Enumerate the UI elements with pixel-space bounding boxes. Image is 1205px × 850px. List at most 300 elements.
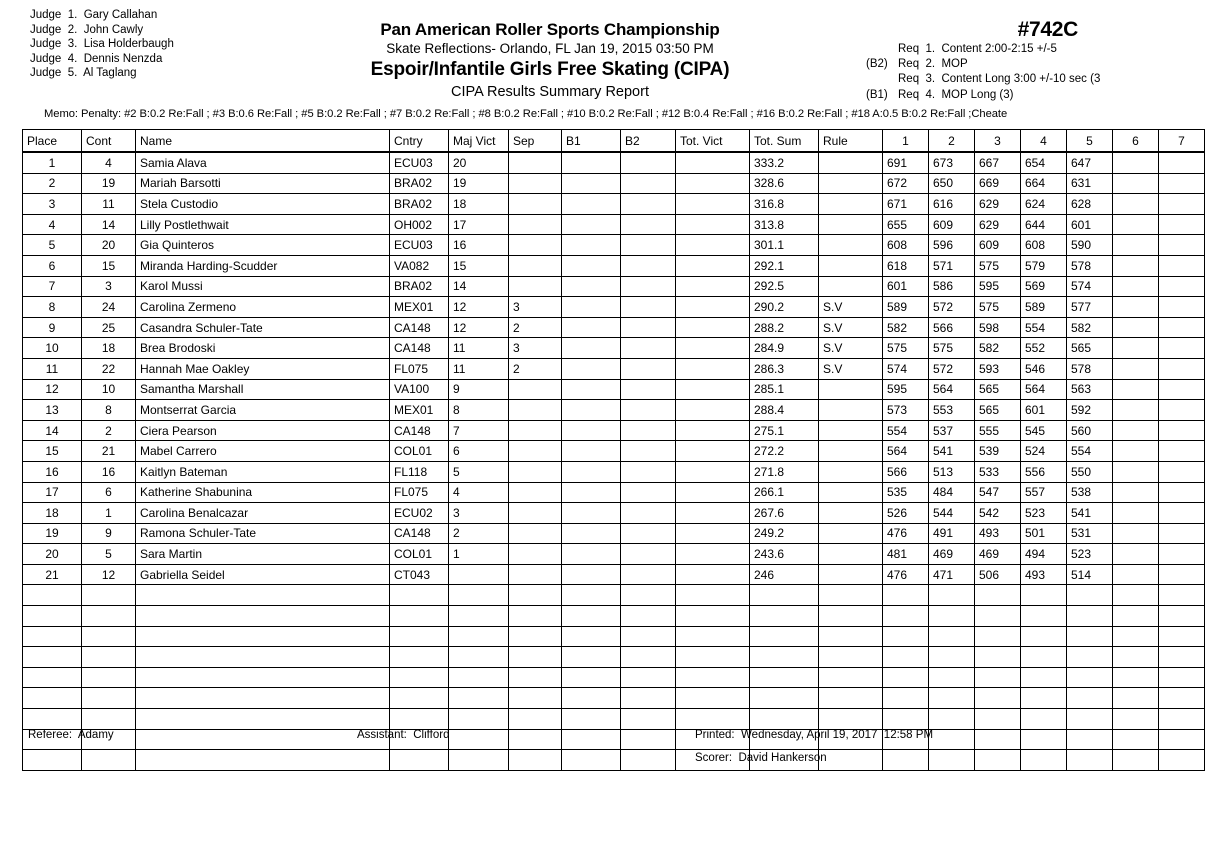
cell-j3	[975, 606, 1021, 627]
cell-j6	[1113, 503, 1159, 524]
cell-j1: 535	[883, 482, 929, 503]
cell-j4: 493	[1021, 564, 1067, 585]
cell-tot-sum: 288.2	[750, 317, 819, 338]
cell-j4: 569	[1021, 276, 1067, 297]
results-table-body	[23, 152, 1205, 770]
requirement-text: Req 4. MOP Long (3)	[898, 88, 1014, 101]
cell-maj-vict	[449, 606, 509, 627]
cell-j5: 592	[1067, 400, 1113, 421]
cell-tot-sum: 249.2	[750, 523, 819, 544]
cell-j4: 601	[1021, 400, 1067, 421]
cell-b2	[621, 297, 676, 318]
column-header-j7[interactable]: 7	[1159, 130, 1205, 153]
cell-rule	[819, 441, 883, 462]
table-row[interactable]	[23, 255, 1205, 276]
cell-j7	[1159, 564, 1205, 585]
cell-tot-sum	[750, 606, 819, 627]
cell-rule	[819, 255, 883, 276]
cell-rule	[819, 461, 883, 482]
cell-j6	[1113, 194, 1159, 215]
cell-cntry: CT043	[390, 564, 449, 585]
column-header-tot-sum[interactable]: Tot. Sum	[750, 130, 819, 153]
cell-j7	[1159, 358, 1205, 379]
column-header-name[interactable]: Name	[136, 130, 390, 153]
cell-j3: 609	[975, 235, 1021, 256]
cell-b1	[562, 194, 621, 215]
cell-j2: 513	[929, 461, 975, 482]
cell-place: 13	[23, 400, 82, 421]
cell-place: 5	[23, 235, 82, 256]
cell-b1	[562, 420, 621, 441]
table-row[interactable]	[23, 297, 1205, 318]
cell-b1	[562, 297, 621, 318]
table-row[interactable]	[23, 338, 1205, 359]
cell-tot-vict	[676, 276, 750, 297]
column-header-place[interactable]: Place	[23, 130, 82, 153]
cell-sep: 2	[509, 317, 562, 338]
cell-tot-vict	[676, 317, 750, 338]
cell-j1	[883, 585, 929, 606]
cell-j4: 546	[1021, 358, 1067, 379]
cell-b1	[562, 441, 621, 462]
cell-cntry: VA100	[390, 379, 449, 400]
cell-j6	[1113, 152, 1159, 173]
cell-tot-sum: 272.2	[750, 441, 819, 462]
cell-j6	[1113, 276, 1159, 297]
cell-j2	[929, 750, 975, 771]
cell-rule	[819, 194, 883, 215]
cell-tot-vict	[676, 606, 750, 627]
cell-b1	[562, 317, 621, 338]
cell-b2	[621, 400, 676, 421]
cell-j4	[1021, 688, 1067, 709]
cell-cont	[82, 585, 136, 606]
table-row[interactable]	[23, 688, 1205, 709]
cell-maj-vict: 6	[449, 441, 509, 462]
cell-j3	[975, 585, 1021, 606]
judge-row: Judge 4. Dennis Nenzda	[30, 52, 163, 65]
table-row[interactable]	[23, 379, 1205, 400]
table-row[interactable]	[23, 606, 1205, 627]
cell-j1: 618	[883, 255, 929, 276]
cell-j1: 526	[883, 503, 929, 524]
cell-maj-vict: 19	[449, 173, 509, 194]
cell-j6	[1113, 688, 1159, 709]
cell-cntry: BRA02	[390, 173, 449, 194]
cell-sep: 2	[509, 358, 562, 379]
cell-j7	[1159, 152, 1205, 173]
cell-cont: 1	[82, 503, 136, 524]
cell-sep	[509, 585, 562, 606]
cell-maj-vict: 2	[449, 523, 509, 544]
cell-rule	[819, 235, 883, 256]
table-row[interactable]	[23, 750, 1205, 771]
cell-place	[23, 667, 82, 688]
cell-cntry: OH002	[390, 214, 449, 235]
cell-rule	[819, 420, 883, 441]
cell-cntry: VA082	[390, 255, 449, 276]
table-row[interactable]	[23, 276, 1205, 297]
cell-b1	[562, 729, 621, 750]
cell-sep: 3	[509, 338, 562, 359]
cell-name: Brea Brodoski	[136, 338, 390, 359]
cell-maj-vict: 3	[449, 503, 509, 524]
cell-j4: 554	[1021, 317, 1067, 338]
cell-maj-vict: 4	[449, 482, 509, 503]
column-header-rule[interactable]: Rule	[819, 130, 883, 153]
table-row[interactable]	[23, 358, 1205, 379]
column-header-tot-vict[interactable]: Tot. Vict	[676, 130, 750, 153]
cell-j3: 533	[975, 461, 1021, 482]
cell-j4: 664	[1021, 173, 1067, 194]
cell-j6	[1113, 564, 1159, 585]
cell-name	[136, 709, 390, 730]
table-row[interactable]	[23, 235, 1205, 256]
cell-j2: 491	[929, 523, 975, 544]
cell-j5: 590	[1067, 235, 1113, 256]
cell-sep	[509, 647, 562, 668]
cell-tot-sum	[750, 647, 819, 668]
cell-j7	[1159, 667, 1205, 688]
cell-j5: 628	[1067, 194, 1113, 215]
cell-j5: 578	[1067, 255, 1113, 276]
cell-j1: 566	[883, 461, 929, 482]
table-row[interactable]	[23, 503, 1205, 524]
cell-b1	[562, 750, 621, 771]
cell-j5	[1067, 709, 1113, 730]
cell-maj-vict	[449, 626, 509, 647]
cell-maj-vict: 12	[449, 317, 509, 338]
cell-cont	[82, 688, 136, 709]
cell-j2: 544	[929, 503, 975, 524]
cell-j7	[1159, 544, 1205, 565]
cell-cont: 9	[82, 523, 136, 544]
cell-b2	[621, 606, 676, 627]
cell-sep	[509, 461, 562, 482]
requirement-text: Req 1. Content 2:00-2:15 +/-5	[898, 43, 1057, 55]
cell-j4	[1021, 647, 1067, 668]
cell-b1	[562, 482, 621, 503]
cell-b1	[562, 709, 621, 730]
table-row[interactable]	[23, 194, 1205, 215]
cell-j5: 554	[1067, 441, 1113, 462]
cell-b2	[621, 152, 676, 173]
cell-sep	[509, 503, 562, 524]
cell-sep	[509, 214, 562, 235]
cell-j5: 541	[1067, 503, 1113, 524]
table-row[interactable]	[23, 667, 1205, 688]
cell-place: 4	[23, 214, 82, 235]
cell-place: 17	[23, 482, 82, 503]
cell-j1: 601	[883, 276, 929, 297]
cell-name: Samantha Marshall	[136, 379, 390, 400]
cell-b2	[621, 255, 676, 276]
cell-tot-sum: 333.2	[750, 152, 819, 173]
cell-j6	[1113, 523, 1159, 544]
column-header-sep[interactable]: Sep	[509, 130, 562, 153]
cell-j1: 476	[883, 564, 929, 585]
cell-name: Ciera Pearson	[136, 420, 390, 441]
cell-j3: 542	[975, 503, 1021, 524]
cell-cont: 12	[82, 564, 136, 585]
cell-j3: 575	[975, 297, 1021, 318]
cell-place: 15	[23, 441, 82, 462]
cell-j6	[1113, 606, 1159, 627]
cell-cont: 18	[82, 338, 136, 359]
cell-place: 8	[23, 297, 82, 318]
cell-j3: 565	[975, 379, 1021, 400]
column-header-j3[interactable]: 3	[975, 130, 1021, 153]
cell-j7	[1159, 647, 1205, 668]
column-header-maj-vict[interactable]: Maj Vict	[449, 130, 509, 153]
cell-cont: 19	[82, 173, 136, 194]
cell-b2	[621, 585, 676, 606]
cell-maj-vict: 11	[449, 338, 509, 359]
cell-j6	[1113, 297, 1159, 318]
table-row[interactable]	[23, 626, 1205, 647]
table-row[interactable]	[23, 461, 1205, 482]
cell-tot-sum: 271.8	[750, 461, 819, 482]
cell-j7	[1159, 276, 1205, 297]
table-row[interactable]	[23, 709, 1205, 730]
cell-j2: 553	[929, 400, 975, 421]
cell-cntry: MEX01	[390, 400, 449, 421]
event-category: Espoir/Infantile Girls Free Skating (CIPA)	[370, 59, 730, 80]
cell-name: Karol Mussi	[136, 276, 390, 297]
cell-j7	[1159, 750, 1205, 771]
column-header-j4[interactable]: 4	[1021, 130, 1067, 153]
cell-maj-vict: 7	[449, 420, 509, 441]
cell-maj-vict: 9	[449, 379, 509, 400]
cell-b2	[621, 173, 676, 194]
cell-sep	[509, 709, 562, 730]
cell-rule	[819, 482, 883, 503]
cell-j5	[1067, 647, 1113, 668]
cell-j4: 524	[1021, 441, 1067, 462]
cell-j6	[1113, 626, 1159, 647]
cell-j3: 669	[975, 173, 1021, 194]
cell-tot-vict	[676, 564, 750, 585]
cell-tot-sum: 290.2	[750, 297, 819, 318]
cell-place: 18	[23, 503, 82, 524]
cell-tot-vict	[676, 152, 750, 173]
table-row[interactable]	[23, 441, 1205, 462]
cell-j5	[1067, 585, 1113, 606]
cell-tot-vict	[676, 358, 750, 379]
cell-j1	[883, 647, 929, 668]
cell-cont: 6	[82, 482, 136, 503]
cell-j6	[1113, 214, 1159, 235]
cell-cntry	[390, 750, 449, 771]
cell-place: 2	[23, 173, 82, 194]
column-header-b2[interactable]: B2	[621, 130, 676, 153]
cell-j6	[1113, 400, 1159, 421]
cell-rule	[819, 214, 883, 235]
table-row[interactable]	[23, 400, 1205, 421]
cell-tot-vict	[676, 173, 750, 194]
cell-b2	[621, 420, 676, 441]
cell-b2	[621, 523, 676, 544]
results-table	[22, 129, 1205, 771]
cell-b2	[621, 461, 676, 482]
cell-j1	[883, 688, 929, 709]
cell-place	[23, 750, 82, 771]
cell-j7	[1159, 585, 1205, 606]
cell-j6	[1113, 441, 1159, 462]
cell-j7	[1159, 255, 1205, 276]
cell-cntry: BRA02	[390, 194, 449, 215]
cell-b2	[621, 338, 676, 359]
cell-b2	[621, 709, 676, 730]
cell-maj-vict	[449, 667, 509, 688]
cell-b1	[562, 379, 621, 400]
cell-tot-sum: 285.1	[750, 379, 819, 400]
cell-name: Mariah Barsotti	[136, 173, 390, 194]
cell-j5	[1067, 606, 1113, 627]
cell-cont: 5	[82, 544, 136, 565]
column-header-cntry[interactable]: Cntry	[390, 130, 449, 153]
cell-rule	[819, 647, 883, 668]
cell-tot-vict	[676, 255, 750, 276]
report-header	[300, 20, 800, 102]
cell-rule	[819, 503, 883, 524]
cell-j2: 616	[929, 194, 975, 215]
cell-j2: 566	[929, 317, 975, 338]
column-header-j2[interactable]: 2	[929, 130, 975, 153]
cell-name	[136, 750, 390, 771]
column-header-j5[interactable]: 5	[1067, 130, 1113, 153]
table-row[interactable]	[23, 420, 1205, 441]
table-row[interactable]	[23, 729, 1205, 750]
table-row[interactable]	[23, 152, 1205, 173]
cell-cntry: COL01	[390, 544, 449, 565]
cell-b2	[621, 194, 676, 215]
cell-maj-vict: 17	[449, 214, 509, 235]
cell-b2	[621, 358, 676, 379]
cell-tot-sum: 267.6	[750, 503, 819, 524]
table-row[interactable]	[23, 647, 1205, 668]
cell-rule: S.V	[819, 297, 883, 318]
requirement-text: Req 2. MOP	[898, 58, 968, 71]
cell-maj-vict	[449, 750, 509, 771]
cell-j5: 577	[1067, 297, 1113, 318]
table-row[interactable]	[23, 544, 1205, 565]
cell-b2	[621, 750, 676, 771]
cell-tot-vict	[676, 585, 750, 606]
cell-tot-sum: 292.1	[750, 255, 819, 276]
cell-b1	[562, 606, 621, 627]
cell-j3	[975, 709, 1021, 730]
table-row[interactable]	[23, 482, 1205, 503]
cell-maj-vict: 14	[449, 276, 509, 297]
cell-b1	[562, 564, 621, 585]
cell-cntry: ECU02	[390, 503, 449, 524]
cell-rule	[819, 667, 883, 688]
cell-b2	[621, 564, 676, 585]
table-row[interactable]	[23, 585, 1205, 606]
table-row[interactable]	[23, 214, 1205, 235]
cell-place: 3	[23, 194, 82, 215]
cell-cntry: ECU03	[390, 152, 449, 173]
column-header-j6[interactable]: 6	[1113, 130, 1159, 153]
cell-j2: 572	[929, 358, 975, 379]
column-header-b1[interactable]: B1	[562, 130, 621, 153]
cell-b1	[562, 276, 621, 297]
cell-j5: 578	[1067, 358, 1113, 379]
cell-b2	[621, 317, 676, 338]
cell-j6	[1113, 482, 1159, 503]
cell-tot-sum	[750, 667, 819, 688]
cell-cntry: FL118	[390, 461, 449, 482]
cell-j7	[1159, 173, 1205, 194]
cell-cont	[82, 750, 136, 771]
cell-j2: 564	[929, 379, 975, 400]
cell-place	[23, 709, 82, 730]
cell-place: 14	[23, 420, 82, 441]
cell-j1	[883, 667, 929, 688]
cell-b1	[562, 152, 621, 173]
cell-sep	[509, 688, 562, 709]
cell-j3: 595	[975, 276, 1021, 297]
cell-j3: 469	[975, 544, 1021, 565]
table-row[interactable]	[23, 564, 1205, 585]
cell-j2: 471	[929, 564, 975, 585]
cell-tot-sum: 266.1	[750, 482, 819, 503]
cell-j4: 589	[1021, 297, 1067, 318]
cell-j2	[929, 585, 975, 606]
cell-j6	[1113, 750, 1159, 771]
cell-j3: 547	[975, 482, 1021, 503]
cell-rule	[819, 606, 883, 627]
cell-name	[136, 626, 390, 647]
cell-tot-sum: 243.6	[750, 544, 819, 565]
table-row[interactable]	[23, 523, 1205, 544]
cell-name: Katherine Shabunina	[136, 482, 390, 503]
cell-j6	[1113, 461, 1159, 482]
cell-j2	[929, 606, 975, 627]
cell-j1: 655	[883, 214, 929, 235]
cell-j7	[1159, 688, 1205, 709]
cell-j5	[1067, 626, 1113, 647]
cell-place: 21	[23, 564, 82, 585]
column-header-cont[interactable]: Cont	[82, 130, 136, 153]
cell-j7	[1159, 709, 1205, 730]
table-row[interactable]	[23, 317, 1205, 338]
cell-name: Carolina Zermeno	[136, 297, 390, 318]
cell-j4: 624	[1021, 194, 1067, 215]
cell-sep	[509, 564, 562, 585]
cell-j6	[1113, 317, 1159, 338]
cell-place	[23, 647, 82, 668]
cell-name: Sara Martin	[136, 544, 390, 565]
cell-j3: 593	[975, 358, 1021, 379]
cell-name: Samia Alava	[136, 152, 390, 173]
cell-cntry	[390, 709, 449, 730]
cell-j4	[1021, 606, 1067, 627]
cell-cont: 24	[82, 297, 136, 318]
column-header-j1[interactable]: 1	[883, 130, 929, 153]
judge-row: Judge 1. Gary Callahan	[30, 9, 158, 21]
table-row[interactable]	[23, 173, 1205, 194]
cell-j7	[1159, 297, 1205, 318]
cell-cont: 4	[82, 152, 136, 173]
cell-place: 16	[23, 461, 82, 482]
cell-j1	[883, 750, 929, 771]
cell-b1	[562, 235, 621, 256]
cell-sep	[509, 626, 562, 647]
cell-j2: 484	[929, 482, 975, 503]
cell-cntry: FL075	[390, 482, 449, 503]
